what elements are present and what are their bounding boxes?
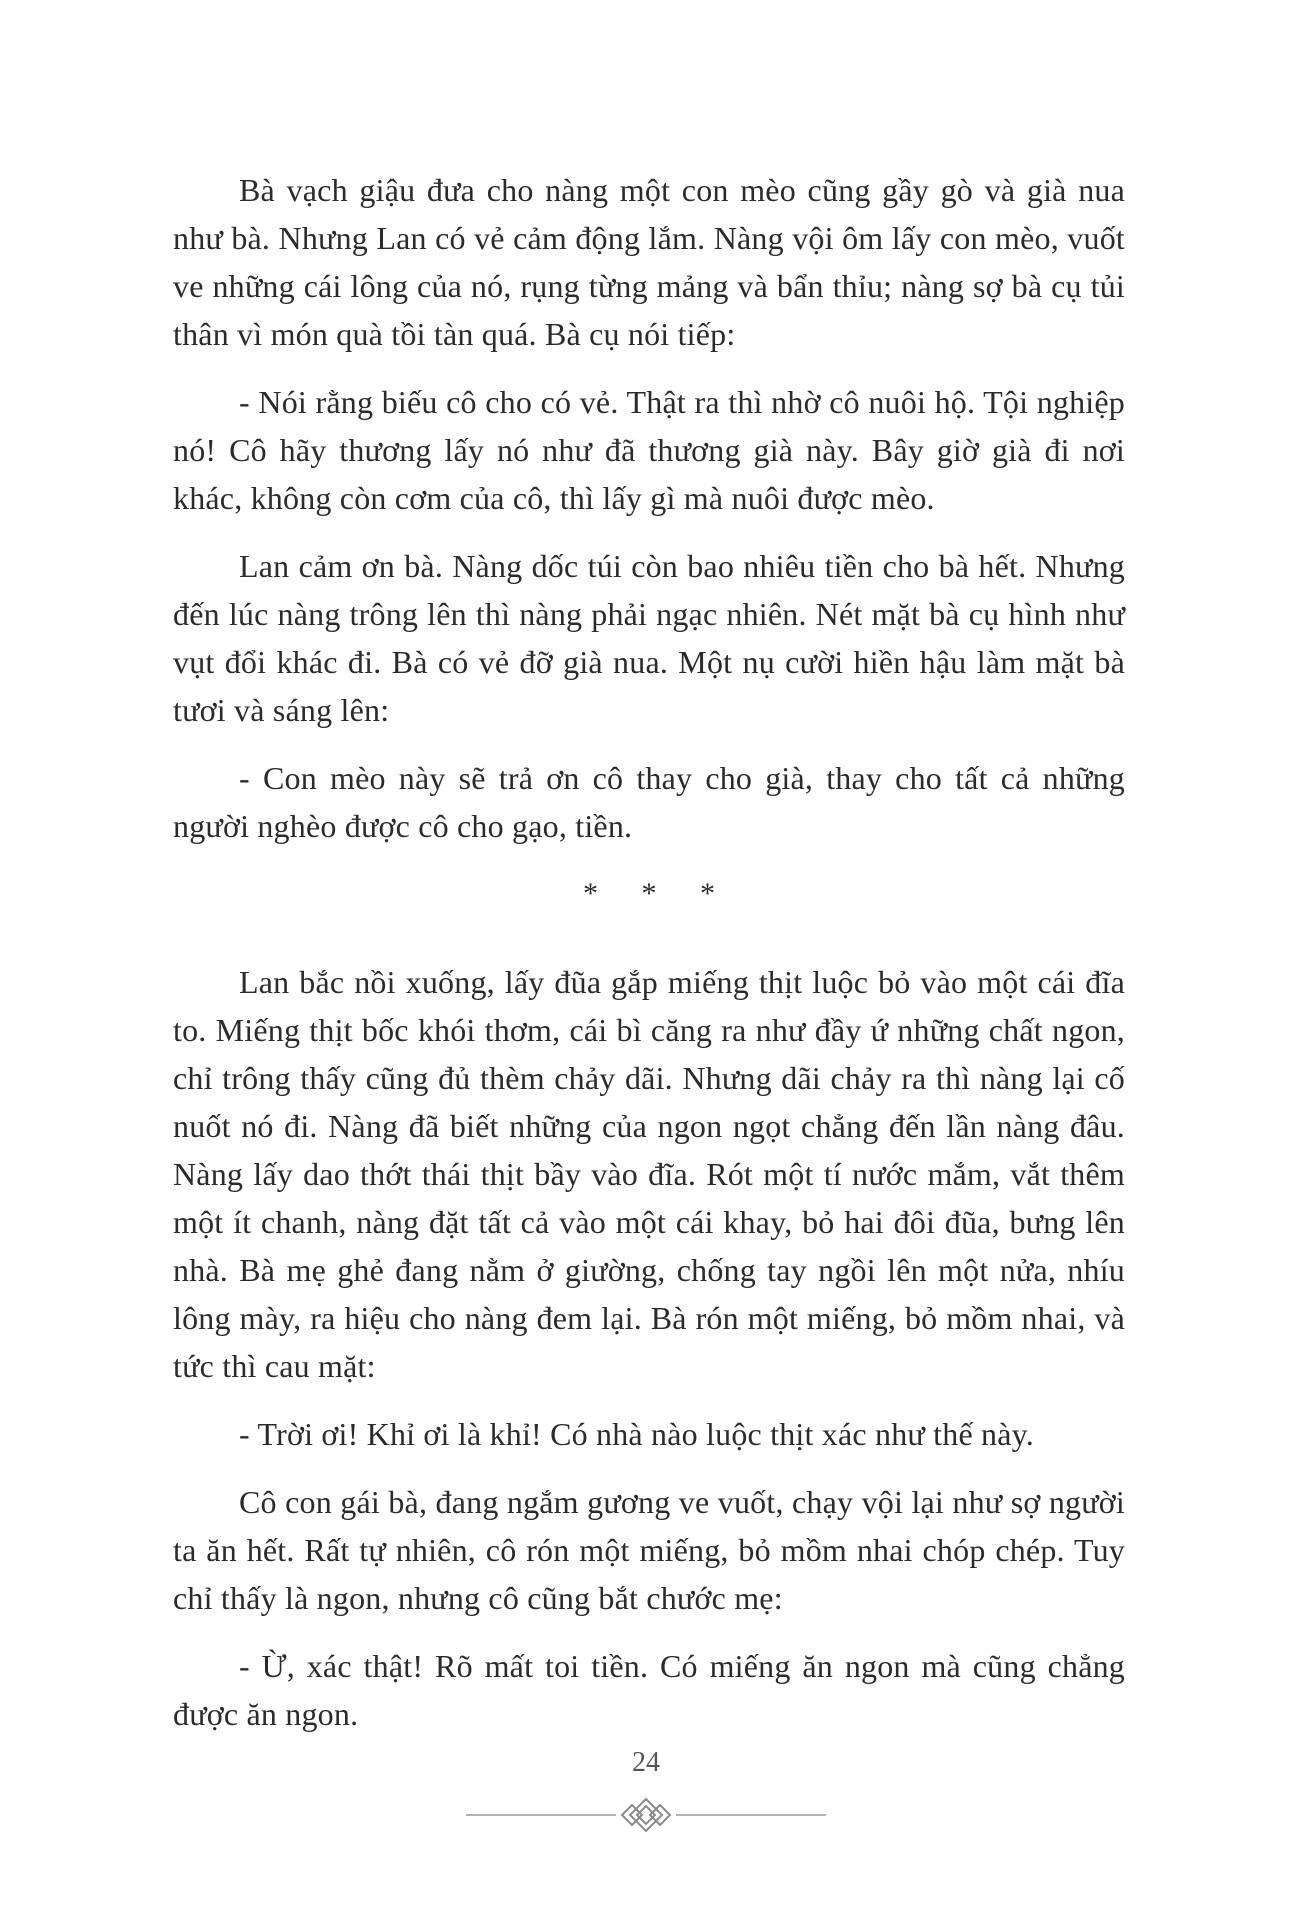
page-body [173, 166, 1125, 1758]
page-number: 24 [632, 1747, 660, 1778]
page-footer [0, 1745, 1292, 1835]
paragraph-1: Bà vạch giậu đưa cho nàng một con mèo cũng gầy gò và già nua như bà. Nhưng Lan có vẻ cảm động lắm. Nàng vội ôm lấy con mèo, vuốt ve những cái lông của nó, rụng từng mảng và bẩn thỉu; nàng sợ bà cụ tủi thân vì món quà tồi tàn quá. Bà cụ nói tiếp: [173, 172, 1125, 352]
diamond-knot-ornament-icon [466, 1795, 826, 1835]
paragraph-7: Cô con gái bà, đang ngắm gương ve vuốt, chạy vội lại như sợ người ta ăn hết. Rất tự nhiên, cô rón một miếng, bỏ mồm nhai chóp chép. Tuy chỉ thấy là ngon, nhưng cô cũng bắt chước mẹ: [173, 1484, 1125, 1616]
paragraph-5: Lan bắc nồi xuống, lấy đũa gắp miếng thịt luộc bỏ vào một cái đĩa to. Miếng thịt bốc khói thơm, cái bì căng ra như đầy ứ những chất ngon, chỉ trông thấy cũng đủ thèm chảy dãi. Nhưng dãi chảy ra thì nàng lại cố nuốt nó đi. Nàng đã biết những của ngon ngọt chẳng đến lần nàng đâu. Nàng lấy dao thớt thái thịt bầy vào đĩa. Rót một tí nước mắm, vắt thêm một ít chanh, nàng đặt tất cả vào một cái khay, bỏ hai đôi đũa, bưng lên nhà. Bà mẹ ghẻ đang nằm ở giường, chống tay ngồi lên một nửa, nhíu lông mày, ra hiệu cho nàng đem lại. Bà rón một miếng, bỏ mồm nhai, và tức thì cau mặt: [173, 964, 1125, 1384]
paragraph-3: Lan cảm ơn bà. Nàng dốc túi còn bao nhiêu tiền cho bà hết. Nhưng đến lúc nàng trông lên thì nàng phải ngạc nhiên. Nét mặt bà cụ hình như vụt đổi khác đi. Bà có vẻ đỡ già nua. Một nụ cười hiền hậu làm mặt bà tươi và sáng lên: [173, 548, 1125, 728]
paragraph-4-dialogue: - Con mèo này sẽ trả ơn cô thay cho già, thay cho tất cả những người nghèo được cô cho gạo, tiền. [173, 760, 1125, 844]
section-separator: * * * [583, 877, 733, 910]
paragraph-2-dialogue: - Nói rằng biếu cô cho có vẻ. Thật ra thì nhờ cô nuôi hộ. Tội nghiệp nó! Cô hãy thương lấy nó như đã thương già này. Bây giờ già đi nơi khác, không còn cơm của cô, thì lấy gì mà nuôi được mèo. [173, 384, 1125, 516]
paragraph-6-dialogue: - Trời ơi! Khỉ ơi là khỉ! Có nhà nào luộc thịt xác như thế này. [239, 1416, 1034, 1452]
paragraph-8-dialogue: - Ừ, xác thật! Rõ mất toi tiền. Có miếng ăn ngon mà cũng chẳng được ăn ngon. [173, 1648, 1125, 1732]
